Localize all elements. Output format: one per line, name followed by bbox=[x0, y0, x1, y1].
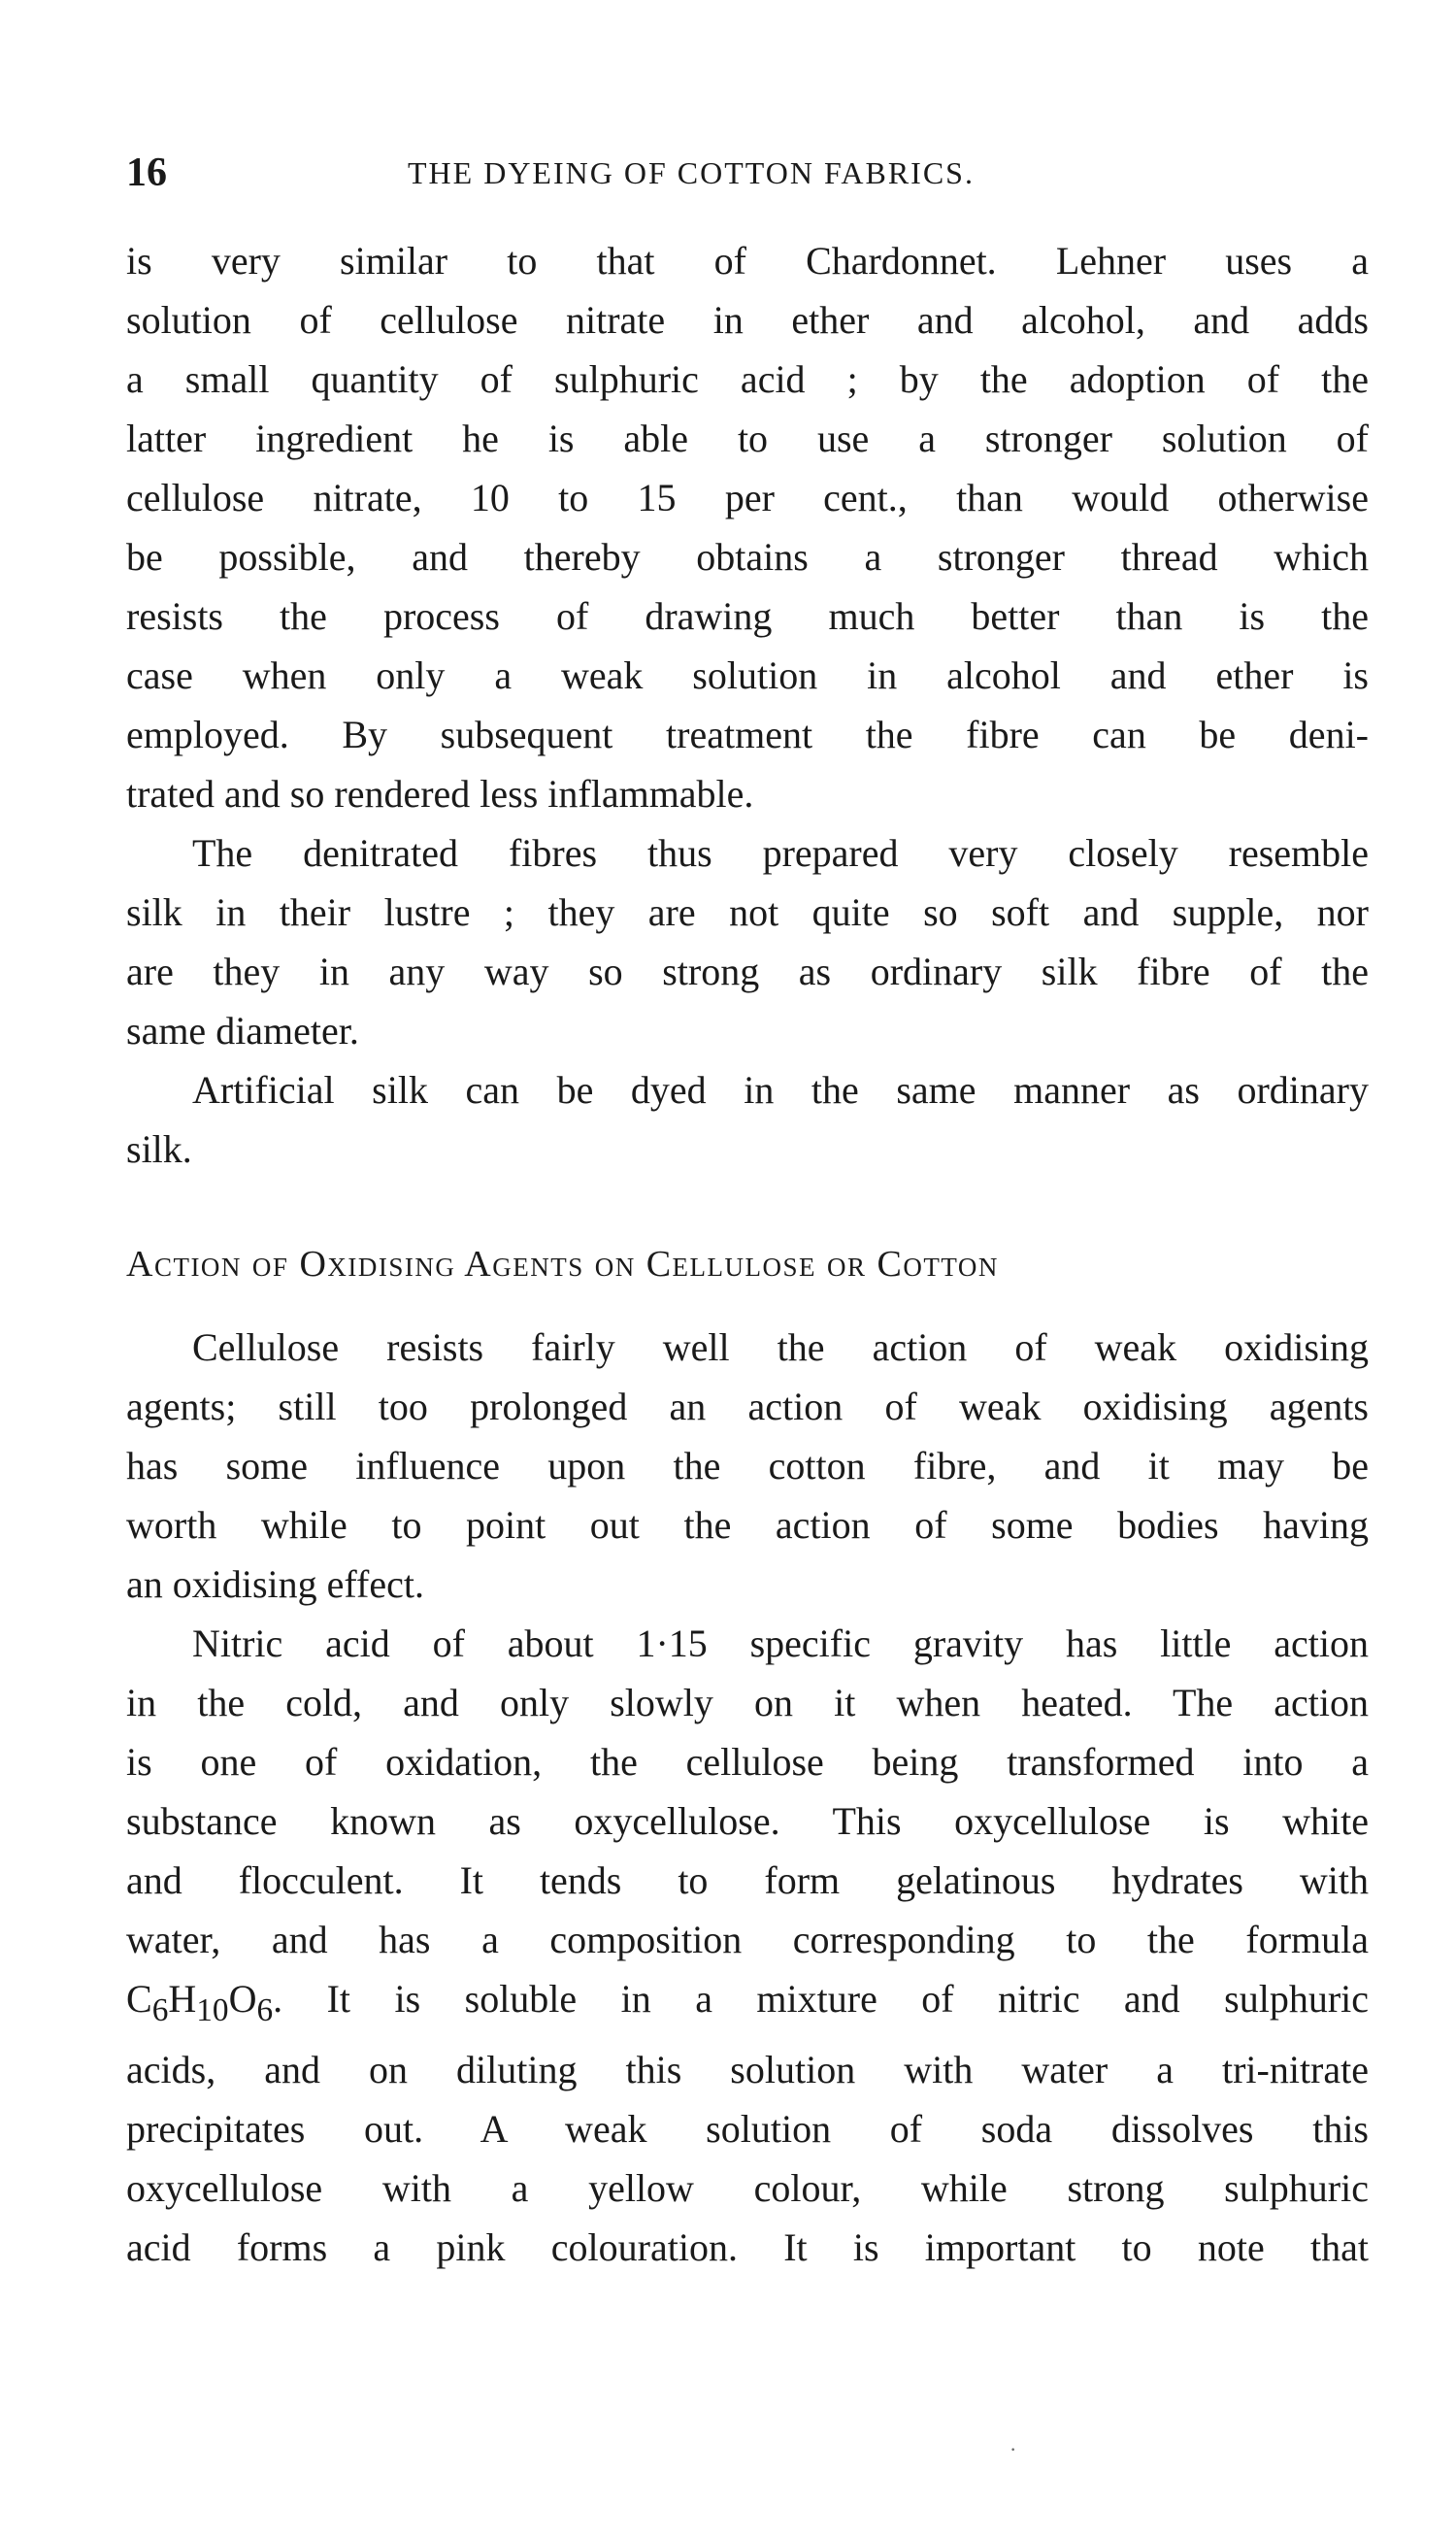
formula-subscript: 6 bbox=[151, 1992, 169, 2028]
text-line: latter ingredient he is able to use a stronger solution of bbox=[126, 417, 1369, 460]
text-line: cellulose nitrate, 10 to 15 per cent., than would otherwise bbox=[126, 476, 1369, 519]
running-head bbox=[126, 144, 1369, 202]
text-line: has some influence upon the cotton fibre, and it may be bbox=[126, 1444, 1369, 1488]
text-line: solution of cellulose nitrate in ether and alcohol, and adds bbox=[126, 298, 1369, 342]
formula-line-text: . It is soluble in a mixture of nitric and sulphuric bbox=[273, 1977, 1369, 2021]
text-line: are they in any way so strong as ordinary silk fibre of the bbox=[126, 950, 1369, 993]
text-line: oxycellulose with a yellow colour, while strong sulphuric bbox=[126, 2166, 1369, 2210]
formula-element-o: O bbox=[228, 1977, 257, 2021]
page-number: 16 bbox=[126, 150, 167, 195]
text-line: The denitrated fibres thus prepared very closely resemble bbox=[192, 831, 1369, 875]
print-speck: · bbox=[1009, 2437, 1017, 2461]
formula-element-h: H bbox=[168, 1977, 197, 2021]
text-line: employed. By subsequent treatment the fibre can be deni- bbox=[126, 713, 1369, 756]
formula-line bbox=[126, 1969, 1369, 2040]
text-line: is very similar to that of Chardonnet. Lehner uses a bbox=[126, 239, 1369, 283]
running-title: THE DYEING OF COTTON FABRICS. bbox=[408, 155, 975, 190]
text-line: substance known as oxycellulose. This oxycellulose is white bbox=[126, 1799, 1369, 1843]
text-line: Cellulose resists fairly well the action of weak oxidising bbox=[192, 1325, 1369, 1369]
formula-subscript: 6 bbox=[256, 1992, 274, 2028]
text-line: is one of oxidation, the cellulose being transformed into a bbox=[126, 1740, 1369, 1784]
text-line: a small quantity of sulphuric acid ; by the adoption of the bbox=[126, 357, 1369, 401]
paragraph-artificial-silk-dyeing bbox=[126, 1060, 1369, 1179]
formula-element-c: C bbox=[126, 1977, 152, 2021]
text-line: be possible, and thereby obtains a stronger thread which bbox=[126, 535, 1369, 579]
text-line: an oxidising effect. bbox=[126, 1562, 424, 1606]
text-line: agents; still too prolonged an action of weak oxidising agents bbox=[126, 1385, 1369, 1428]
body-text bbox=[126, 231, 1369, 2277]
text-line: precipitates out. A weak solution of soda dissolves this bbox=[126, 2107, 1369, 2151]
text-line: acids, and on diluting this solution with water a tri-nitrate bbox=[126, 2048, 1369, 2091]
text-line: case when only a weak solution in alcohol and ether is bbox=[126, 653, 1369, 697]
text-line: same diameter. bbox=[126, 1009, 359, 1053]
paragraph-denitrated-fibres bbox=[126, 823, 1369, 1060]
text-line: silk. bbox=[126, 1127, 192, 1171]
paragraph-nitric-acid bbox=[126, 1614, 1369, 2277]
text-line: Artificial silk can be dyed in the same manner as ordinary bbox=[192, 1068, 1369, 1112]
text-line: in the cold, and only slowly on it when heated. The action bbox=[126, 1681, 1369, 1724]
section-heading: Action of Oxidising Agents on Cellulose or Cotton bbox=[126, 1244, 999, 1285]
text-line: water, and has a composition corresponding to the formula bbox=[126, 1918, 1369, 1961]
paragraph-artificial-silk-lehner bbox=[126, 231, 1369, 823]
paragraph-oxidising-agents bbox=[126, 1318, 1369, 1614]
text-line: silk in their lustre ; they are not quite so soft and supple, nor bbox=[126, 890, 1369, 934]
text-line: and flocculent. It tends to form gelatinous hydrates with bbox=[126, 1858, 1369, 1902]
text-line: Nitric acid of about 1·15 specific gravity has little action bbox=[192, 1622, 1369, 1665]
formula-subscript: 10 bbox=[196, 1992, 229, 2028]
text-line: acid forms a pink colouration. It is important to note that bbox=[126, 2225, 1369, 2269]
text-line: trated and so rendered less inflammable. bbox=[126, 772, 754, 816]
text-line: worth while to point out the action of some bodies having bbox=[126, 1503, 1369, 1547]
text-line: resists the process of drawing much better than is the bbox=[126, 594, 1369, 638]
